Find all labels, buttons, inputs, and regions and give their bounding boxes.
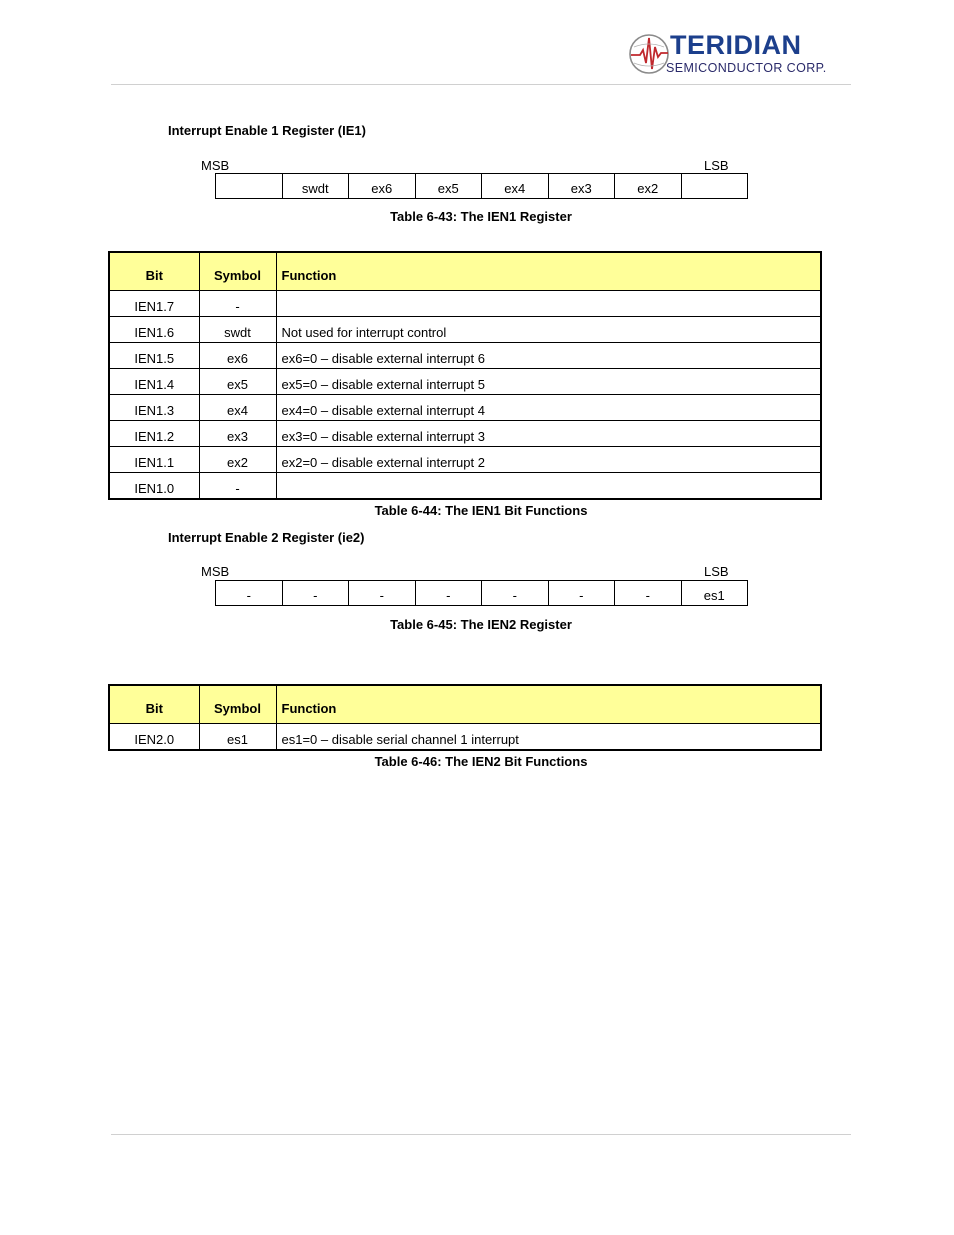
ie1-lsb-label: LSB — [704, 158, 729, 173]
header-divider — [111, 84, 851, 85]
table-row — [109, 421, 821, 447]
symbol-cell: ex3 — [199, 421, 276, 447]
table-row — [109, 395, 821, 421]
ie2-reg-cell: - — [615, 581, 682, 606]
table-row — [109, 473, 821, 500]
ie2-lsb-label: LSB — [704, 564, 729, 579]
ie2-bit-functions-table — [108, 684, 822, 751]
ie1-reg-cell: ex3 — [548, 174, 615, 199]
function-cell — [276, 291, 821, 317]
ie2-register-caption: Table 6-45: The IEN2 Register — [390, 617, 572, 632]
header-bit: Bit — [109, 252, 199, 291]
ie1-reg-cell: ex2 — [615, 174, 682, 199]
table-row — [109, 724, 821, 751]
ie2-msb-label: MSB — [201, 564, 230, 579]
symbol-cell: - — [199, 291, 276, 317]
bit-cell: IEN1.2 — [109, 421, 199, 447]
ie2-reg-cell: - — [415, 581, 482, 606]
symbol-cell: ex5 — [199, 369, 276, 395]
ie2-section-title: Interrupt Enable 2 Register (ie2) — [168, 530, 365, 545]
symbol-cell: swdt — [199, 317, 276, 343]
bit-cell: IEN1.1 — [109, 447, 199, 473]
table-row — [109, 447, 821, 473]
teridian-logo — [628, 30, 830, 78]
function-cell: es1=0 – disable serial channel 1 interrupt — [276, 724, 821, 751]
ie1-bit-functions-table — [108, 251, 822, 500]
ie1-reg-cell: ex6 — [349, 174, 416, 199]
table-row — [109, 291, 821, 317]
ie1-reg-cell: ex4 — [482, 174, 549, 199]
ie2-reg-cell: - — [216, 581, 283, 606]
header-function: Function — [276, 685, 821, 724]
function-cell: Not used for interrupt control — [276, 317, 821, 343]
ie1-reg-cell — [216, 174, 283, 199]
ie2-reg-cell: es1 — [681, 581, 748, 606]
ie1-bits-caption: Table 6-44: The IEN1 Bit Functions — [374, 503, 588, 518]
table-row — [109, 317, 821, 343]
table-header-row — [109, 252, 821, 291]
ie2-reg-cell: - — [482, 581, 549, 606]
header-symbol: Symbol — [199, 252, 276, 291]
symbol-cell: es1 — [199, 724, 276, 751]
header-bit: Bit — [109, 685, 199, 724]
ie2-register-diagram — [215, 580, 748, 606]
ie2-reg-cell: - — [282, 581, 349, 606]
ie2-bits-caption: Table 6-46: The IEN2 Bit Functions — [374, 754, 588, 769]
header-function: Function — [276, 252, 821, 291]
bit-cell: IEN1.0 — [109, 473, 199, 500]
bit-cell: IEN1.3 — [109, 395, 199, 421]
footer-divider — [111, 1134, 851, 1135]
bit-cell: IEN1.7 — [109, 291, 199, 317]
symbol-cell: ex2 — [199, 447, 276, 473]
function-cell: ex5=0 – disable external interrupt 5 — [276, 369, 821, 395]
symbol-cell: - — [199, 473, 276, 500]
symbol-cell: ex6 — [199, 343, 276, 369]
bit-cell: IEN1.5 — [109, 343, 199, 369]
function-cell: ex2=0 – disable external interrupt 2 — [276, 447, 821, 473]
logo-wordmark: TERIDIAN — [670, 30, 802, 60]
symbol-cell: ex4 — [199, 395, 276, 421]
logo-subtitle: SEMICONDUCTOR CORP. — [666, 61, 827, 75]
ie2-reg-cell: - — [349, 581, 416, 606]
ie1-msb-label: MSB — [201, 158, 230, 173]
ie1-reg-cell: swdt — [282, 174, 349, 199]
bit-cell: IEN1.6 — [109, 317, 199, 343]
bit-cell: IEN2.0 — [109, 724, 199, 751]
ie1-section-title: Interrupt Enable 1 Register (IE1) — [168, 123, 366, 138]
function-cell: ex6=0 – disable external interrupt 6 — [276, 343, 821, 369]
ie1-register-caption: Table 6-43: The IEN1 Register — [390, 209, 572, 224]
ie1-register-diagram — [215, 173, 748, 199]
function-cell — [276, 473, 821, 500]
table-row — [109, 343, 821, 369]
function-cell: ex3=0 – disable external interrupt 3 — [276, 421, 821, 447]
ie1-reg-cell — [681, 174, 748, 199]
function-cell: ex4=0 – disable external interrupt 4 — [276, 395, 821, 421]
bit-cell: IEN1.4 — [109, 369, 199, 395]
ie2-reg-cell: - — [548, 581, 615, 606]
table-row — [109, 369, 821, 395]
table-header-row — [109, 685, 821, 724]
header-symbol: Symbol — [199, 685, 276, 724]
ie1-reg-cell: ex5 — [415, 174, 482, 199]
